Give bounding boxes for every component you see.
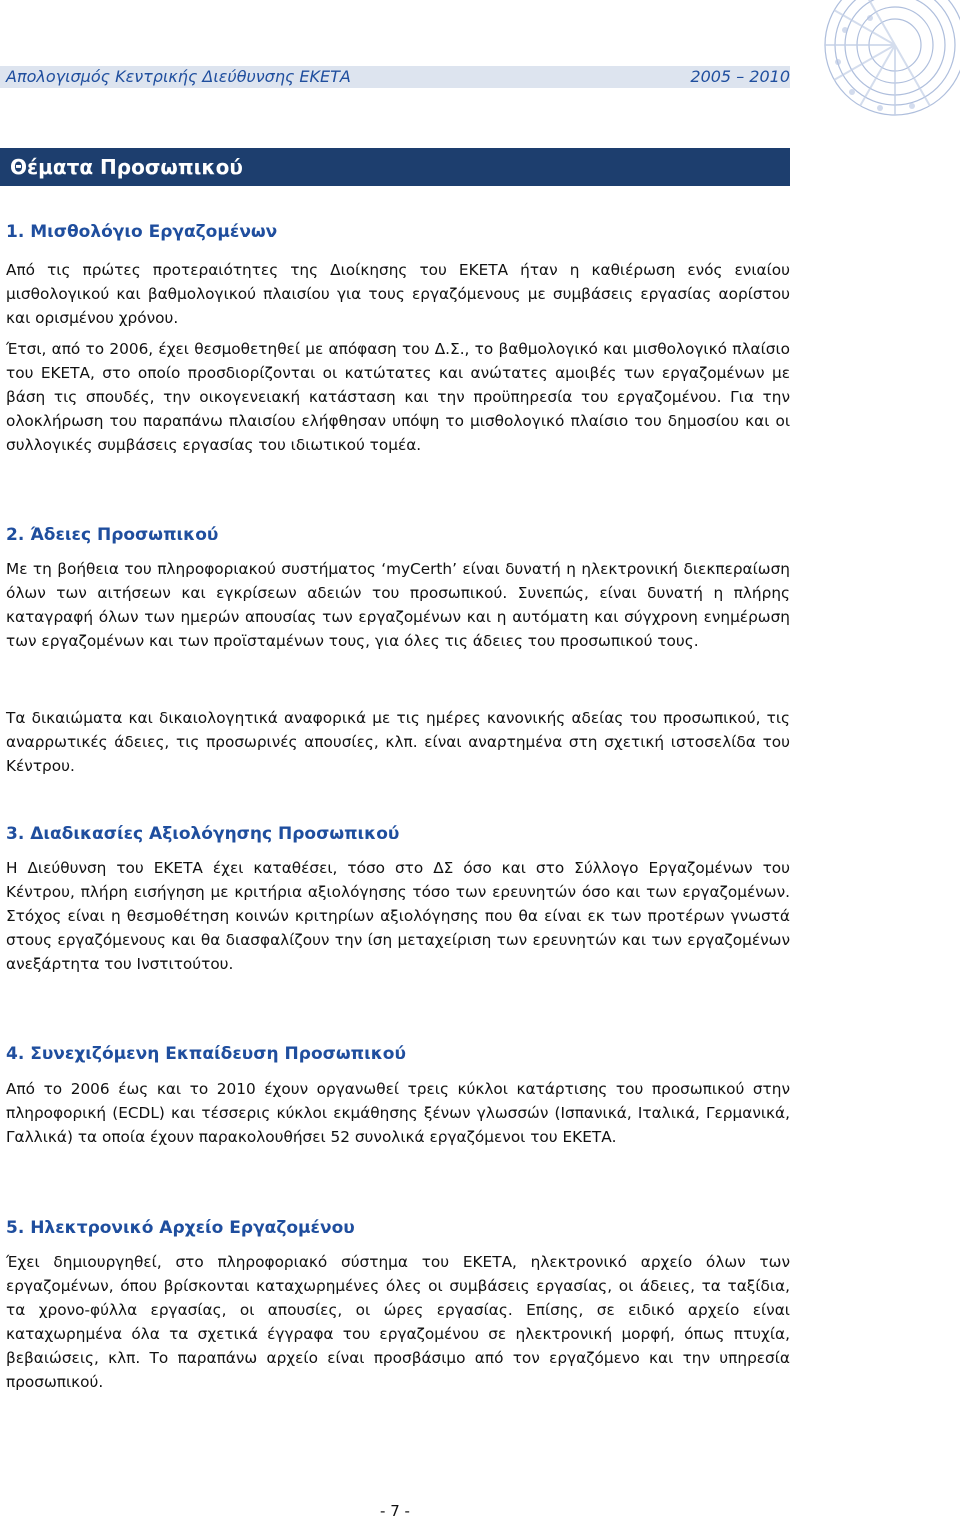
paragraph: Έτσι, από το 2006, έχει θεσμοθετηθεί με απόφαση του Δ.Σ., το βαθμολογικό και μισθολογικό πλαίσιο του ΕΚΕΤΑ, στο οποίο προσδιορίζονται οι κατώτατες και ανώτατες αμοιβές των εργαζομένων με βάση τις σπουδές, την οικογενειακή κατάσταση και την προϋπηρεσία του εργαζομένου. Για την ολοκλήρωση του παραπάνω πλαισίου ελήφθησαν υπόψη το μισθολογικό πλαίσιο του δημοσίου και οι συλλογικές συμβάσεις εργασίας του ιδιωτικού τομέα. (6, 340, 790, 454)
section-title: Θέματα Προσωπικού (10, 155, 243, 179)
paragraph: Με τη βοήθεια του πληροφοριακού συστήματος ‘myCerth’ είναι δυνατή η ηλεκτρονική διεκπεραίωση όλων των αιτήσεων και εγκρίσεων αδειών του προσωπικού. Συνεπώς, είναι δυνατή η πλήρης καταγραφή όλων των ημερών απουσίας των εργαζομένων και η αυτόματη και σύγχρονη ενημέρωση των εργαζομένων και των προϊσταμένων τους, για όλες τις άδειες του προσωπικού τους. (6, 560, 790, 650)
paragraph: Από το 2006 έως και το 2010 έχουν οργανωθεί τρεις κύκλοι κατάρτισης του προσωπικού στην πληροφορική (ECDL) και τέσσερις κύκλοι εκμάθησης ξένων γλωσσών (Ισπανικά, Ιταλικά, Γερμανικά, Γαλλικά) τα οποία έχουν παρακολουθήσει 52 συνολικά εργαζόμενοι του ΕΚΕΤΑ. (6, 1080, 790, 1146)
paragraph: Η Διεύθυνση του ΕΚΕΤΑ έχει καταθέσει, τόσο στο ΔΣ όσο και στο Σύλλογο Εργαζομένων του Κέντρου, πλήρη εισήγηση με κριτήρια αξιολόγησης τόσο των ερευνητών όσο και των εργαζομένων. Στόχος είναι η θεσμοθέτηση κοινών κριτηρίων αξιολόγησης που θα είναι εκ των προτέρων γνωστά στους εργαζόμενους και θα διασφαλίζουν την ίση μεταχείριση των ερευνητών και των εργαζομένων ανεξάρτητα του Ινστιτούτου. (6, 859, 790, 973)
emblem-logo (800, 0, 960, 140)
paragraph: Έχει δημιουργηθεί, στο πληροφοριακό σύστημα του ΕΚΕΤΑ, ηλεκτρονικό αρχείο όλων των εργαζομένων, όπου βρίσκονται καταχωρημένες όλες οι συμβάσεις εργασίας, οι άδειες, τα ταξίδια, τα χρονο-φύλλα εργασίας, οι απουσίες, οι ώρες εργασίας. Επίσης, σε ειδικό αρχείο είναι καταχωρημένα όλα τα σχετικά έγγραφα του εργαζομένου σε ηλεκτρονική μορφή, όπως πτυχία, βεβαιώσεις, κλπ. Το παραπάνω αρχείο είναι προσβάσιμο από τον εργαζόμενο και την υπηρεσία προσωπικού. (6, 1253, 790, 1391)
heading-archive: 5. Ηλεκτρονικό Αρχείο Εργαζομένου (6, 1218, 355, 1238)
heading-evaluation: 3. Διαδικασίες Αξιολόγησης Προσωπικού (6, 824, 400, 844)
document-title: Απολογισμός Κεντρικής Διεύθυνσης ΕΚΕΤΑ (6, 67, 351, 86)
page-number: - 7 - (380, 1502, 410, 1520)
heading-leave: 2. Άδειες Προσωπικού (6, 525, 219, 545)
heading-salary: 1. Μισθολόγιο Εργαζομένων (6, 222, 278, 242)
heading-training: 4. Συνεχιζόμενη Εκπαίδευση Προσωπικού (6, 1044, 406, 1064)
paragraph: Τα δικαιώματα και δικαιολογητικά αναφορικά με τις ημέρες κανονικής αδείας του προσωπικού, τις αναρρωτικές άδειες, τις προσωρινές απουσίες, κλπ. είναι αναρτημένα στη σχετική ιστοσελίδα του Κέντρου. (6, 709, 790, 775)
document-years: 2005 – 2010 (690, 67, 790, 86)
paragraph: Από τις πρώτες προτεραιότητες της Διοίκησης του ΕΚΕΤΑ ήταν η καθιέρωση ενός ενιαίου μισθολογικού και βαθμολογικού πλαισίου για τους εργαζόμενους με συμβάσεις εργασίας αορίστου και ορισμένου χρόνου. (6, 261, 790, 327)
